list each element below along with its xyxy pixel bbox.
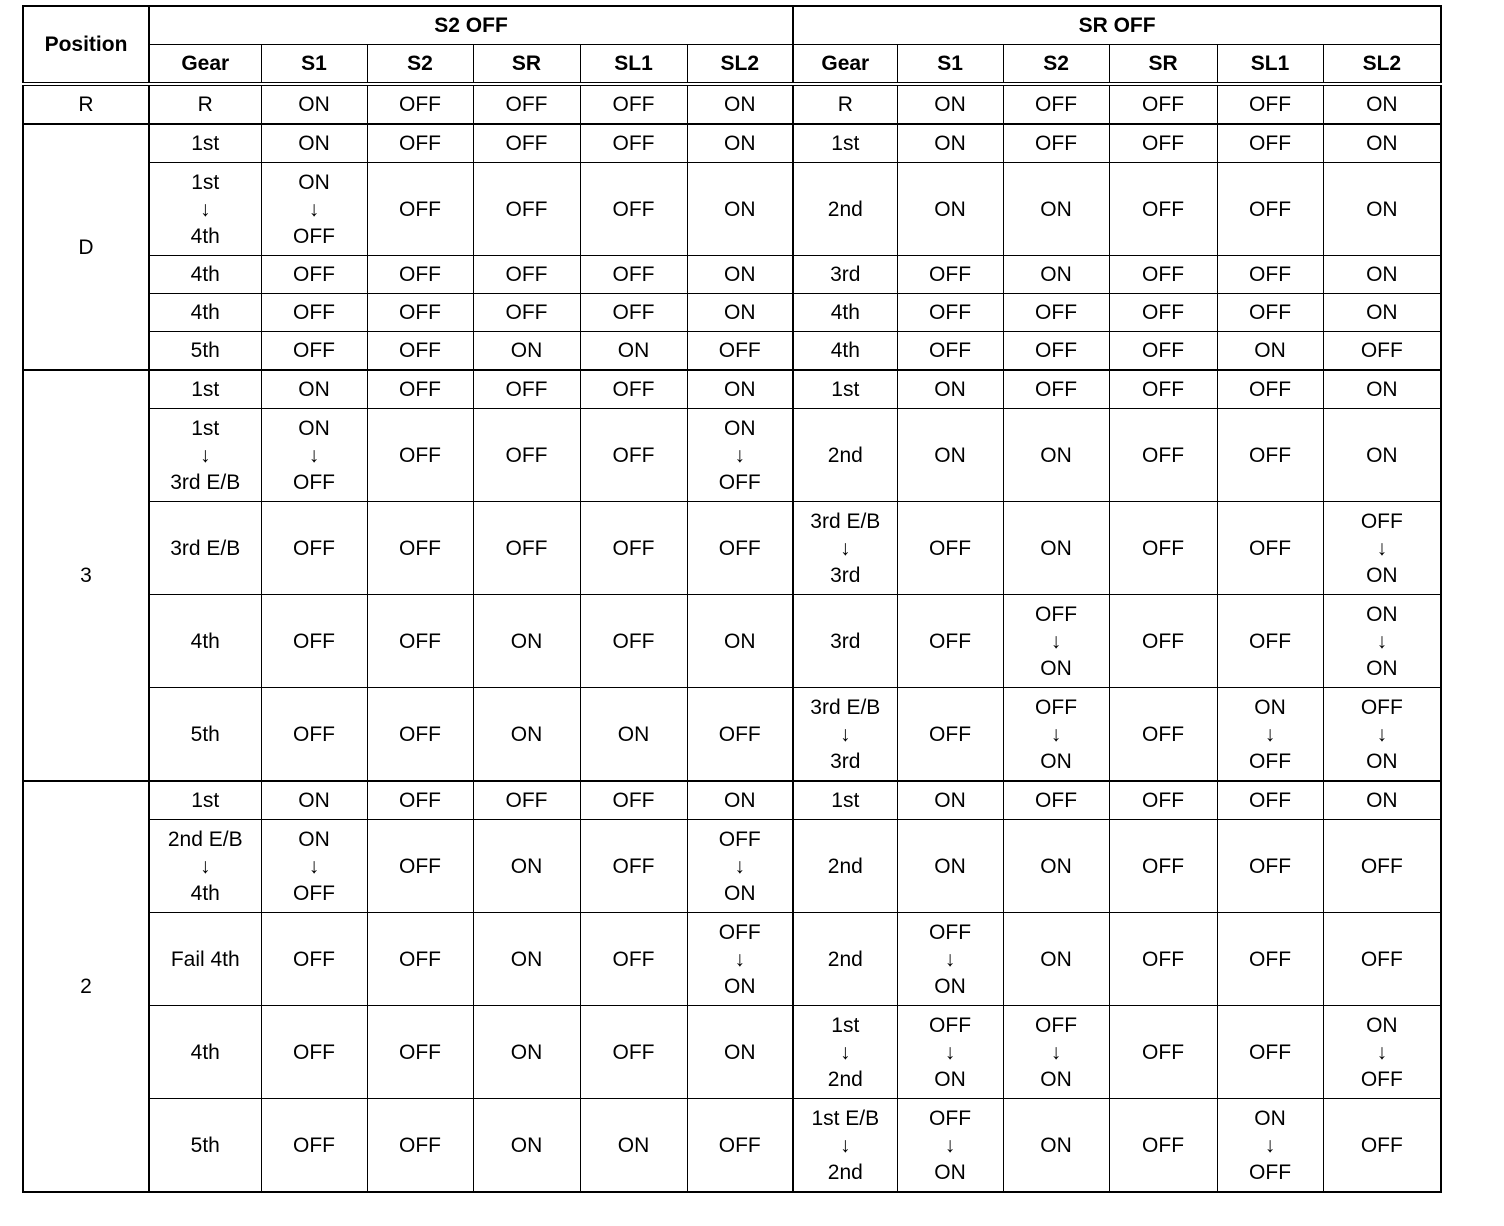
sr-off-solenoid-cell: ON	[897, 820, 1003, 913]
sr-off-solenoid-cell: OFF	[1109, 332, 1217, 371]
sr-off-solenoid-cell: OFF	[1109, 595, 1217, 688]
s2-off-solenoid-cell: ON	[687, 84, 793, 124]
sr-off-solenoid-cell: OFF	[1323, 1099, 1441, 1193]
s2-off-solenoid-cell: OFF	[580, 256, 687, 294]
s2-off-solenoid-cell: OFF	[473, 163, 580, 256]
s2-off-solenoid-cell: OFF	[367, 84, 473, 124]
s2-off-solenoid-cell: OFF	[367, 913, 473, 1006]
sr-off-solenoid-cell: OFF	[1217, 502, 1323, 595]
sr-off-solenoid-cell: ON	[1323, 163, 1441, 256]
s2-off-solenoid-cell: ON	[473, 688, 580, 782]
table-row	[23, 84, 1441, 124]
table-row	[23, 595, 1441, 688]
table-row	[23, 1006, 1441, 1099]
table-row	[23, 1099, 1441, 1193]
s2-off-gear-cell: Fail 4th	[149, 913, 261, 1006]
s2-off-solenoid-cell: OFF	[580, 84, 687, 124]
table-row	[23, 502, 1441, 595]
shift-solenoid-table-page	[22, 5, 1440, 1193]
s2-off-solenoid-cell: OFF	[261, 688, 367, 782]
s2-off-solenoid-cell: OFF	[580, 163, 687, 256]
sr-off-column-header: SL1	[1217, 45, 1323, 85]
s2-off-solenoid-cell: ON ↓ OFF	[261, 163, 367, 256]
sr-off-gear-cell: 4th	[793, 294, 897, 332]
sr-off-solenoid-cell: OFF	[1109, 84, 1217, 124]
sr-off-solenoid-cell: OFF	[1109, 409, 1217, 502]
s2-off-column-header: SL2	[687, 45, 793, 85]
s2-off-column-header: S2	[367, 45, 473, 85]
sr-off-solenoid-cell: OFF	[897, 294, 1003, 332]
s2-off-gear-cell: R	[149, 84, 261, 124]
sr-off-solenoid-cell: OFF	[1003, 294, 1109, 332]
sr-off-solenoid-cell: OFF	[1109, 1006, 1217, 1099]
s2-off-solenoid-cell: OFF	[367, 1099, 473, 1193]
sr-off-solenoid-cell: ON	[1003, 163, 1109, 256]
sr-off-solenoid-cell: OFF ↓ ON	[1323, 502, 1441, 595]
group-header-sr-off: SR OFF	[793, 6, 1441, 45]
s2-off-solenoid-cell: ON	[261, 370, 367, 409]
sr-off-solenoid-cell: OFF	[1217, 256, 1323, 294]
sr-off-solenoid-cell: OFF	[1217, 163, 1323, 256]
sr-off-gear-cell: 4th	[793, 332, 897, 371]
s2-off-solenoid-cell: ON ↓ OFF	[261, 820, 367, 913]
sr-off-column-header: SL2	[1323, 45, 1441, 85]
sr-off-solenoid-cell: OFF ↓ ON	[1003, 595, 1109, 688]
sr-off-gear-cell: 3rd E/B ↓ 3rd	[793, 688, 897, 782]
sr-off-solenoid-cell: OFF	[1109, 370, 1217, 409]
sr-off-solenoid-cell: OFF	[1217, 595, 1323, 688]
sr-off-solenoid-cell: OFF	[1217, 1006, 1323, 1099]
s2-off-solenoid-cell: ON	[687, 781, 793, 820]
sr-off-solenoid-cell: ON ↓ ON	[1323, 595, 1441, 688]
table-row	[23, 409, 1441, 502]
s2-off-column-header: SR	[473, 45, 580, 85]
s2-off-gear-cell: 5th	[149, 688, 261, 782]
s2-off-solenoid-cell: ON	[473, 332, 580, 371]
s2-off-solenoid-cell: OFF	[687, 1099, 793, 1193]
sr-off-solenoid-cell: ON	[1003, 913, 1109, 1006]
group-header-s2-off: S2 OFF	[149, 6, 793, 45]
sr-off-gear-cell: 1st	[793, 124, 897, 163]
s2-off-solenoid-cell: ON	[687, 1006, 793, 1099]
sr-off-gear-cell: 3rd E/B ↓ 3rd	[793, 502, 897, 595]
s2-off-solenoid-cell: OFF	[580, 781, 687, 820]
s2-off-solenoid-cell: OFF	[473, 502, 580, 595]
table-row	[23, 332, 1441, 371]
s2-off-solenoid-cell: OFF	[687, 688, 793, 782]
sr-off-solenoid-cell: OFF	[1217, 409, 1323, 502]
s2-off-solenoid-cell: OFF	[261, 1099, 367, 1193]
sr-off-solenoid-cell: ON	[1003, 502, 1109, 595]
sr-off-solenoid-cell: OFF	[1109, 294, 1217, 332]
s2-off-solenoid-cell: OFF	[261, 1006, 367, 1099]
sr-off-solenoid-cell: OFF	[1323, 913, 1441, 1006]
sr-off-gear-cell: 1st ↓ 2nd	[793, 1006, 897, 1099]
sr-off-solenoid-cell: OFF	[1003, 84, 1109, 124]
sr-off-gear-cell: 2nd	[793, 409, 897, 502]
s2-off-gear-cell: 4th	[149, 256, 261, 294]
sr-off-solenoid-cell: OFF	[1109, 124, 1217, 163]
table-row	[23, 124, 1441, 163]
s2-off-solenoid-cell: OFF	[687, 502, 793, 595]
s2-off-solenoid-cell: ON	[580, 1099, 687, 1193]
sr-off-solenoid-cell: OFF	[897, 595, 1003, 688]
s2-off-solenoid-cell: OFF	[367, 124, 473, 163]
s2-off-solenoid-cell: OFF	[580, 820, 687, 913]
sr-off-solenoid-cell: OFF	[1109, 781, 1217, 820]
s2-off-gear-cell: 2nd E/B ↓ 4th	[149, 820, 261, 913]
s2-off-solenoid-cell: OFF	[580, 370, 687, 409]
sr-off-gear-cell: 2nd	[793, 820, 897, 913]
s2-off-solenoid-cell: OFF	[473, 294, 580, 332]
sr-off-solenoid-cell: ON	[897, 409, 1003, 502]
s2-off-solenoid-cell: ON	[473, 1099, 580, 1193]
sr-off-solenoid-cell: ON	[897, 370, 1003, 409]
sr-off-solenoid-cell: OFF	[1109, 688, 1217, 782]
sr-off-solenoid-cell: OFF	[1217, 84, 1323, 124]
s2-off-solenoid-cell: OFF	[367, 256, 473, 294]
s2-off-solenoid-cell: OFF	[580, 502, 687, 595]
sr-off-solenoid-cell: OFF	[1109, 163, 1217, 256]
s2-off-solenoid-cell: OFF	[473, 124, 580, 163]
s2-off-solenoid-cell: ON	[473, 913, 580, 1006]
sr-off-solenoid-cell: OFF	[1217, 820, 1323, 913]
s2-off-solenoid-cell: OFF ↓ ON	[687, 820, 793, 913]
sr-off-solenoid-cell: ON	[1003, 409, 1109, 502]
s2-off-solenoid-cell: ON	[261, 781, 367, 820]
s2-off-solenoid-cell: OFF	[580, 124, 687, 163]
s2-off-solenoid-cell: ON	[580, 332, 687, 371]
sr-off-gear-cell: 3rd	[793, 256, 897, 294]
s2-off-solenoid-cell: OFF	[580, 913, 687, 1006]
sr-off-solenoid-cell: OFF	[897, 688, 1003, 782]
s2-off-gear-cell: 5th	[149, 1099, 261, 1193]
table-row	[23, 688, 1441, 782]
sr-off-solenoid-cell: ON	[1323, 84, 1441, 124]
sr-off-solenoid-cell: OFF	[1217, 913, 1323, 1006]
s2-off-solenoid-cell: OFF	[367, 502, 473, 595]
sr-off-solenoid-cell: ON	[1323, 370, 1441, 409]
s2-off-solenoid-cell: OFF	[580, 409, 687, 502]
sr-off-solenoid-cell: ON	[1217, 332, 1323, 371]
s2-off-solenoid-cell: ON	[687, 294, 793, 332]
sr-off-gear-cell: 2nd	[793, 913, 897, 1006]
s2-off-gear-cell: 3rd E/B	[149, 502, 261, 595]
s2-off-solenoid-cell: ON ↓ OFF	[687, 409, 793, 502]
position-cell: R	[23, 84, 149, 124]
sr-off-gear-cell: 1st	[793, 781, 897, 820]
s2-off-solenoid-cell: OFF	[261, 502, 367, 595]
table-row	[23, 781, 1441, 820]
sr-off-solenoid-cell: OFF	[897, 256, 1003, 294]
sr-off-solenoid-cell: ON ↓ OFF	[1217, 688, 1323, 782]
sr-off-solenoid-cell: OFF ↓ ON	[897, 913, 1003, 1006]
sr-off-solenoid-cell: OFF	[1003, 124, 1109, 163]
s2-off-solenoid-cell: OFF	[473, 84, 580, 124]
sr-off-solenoid-cell: ON	[1323, 124, 1441, 163]
solenoid-state-table	[22, 5, 1442, 1193]
s2-off-solenoid-cell: OFF	[473, 370, 580, 409]
s2-off-gear-cell: 4th	[149, 1006, 261, 1099]
sr-off-gear-cell: R	[793, 84, 897, 124]
s2-off-solenoid-cell: ON	[687, 370, 793, 409]
position-cell: D	[23, 124, 149, 370]
s2-off-solenoid-cell: OFF	[261, 913, 367, 1006]
position-cell: 2	[23, 781, 149, 1192]
sr-off-solenoid-cell: OFF	[897, 332, 1003, 371]
sr-off-column-header: Gear	[793, 45, 897, 85]
sr-off-solenoid-cell: OFF ↓ ON	[1003, 688, 1109, 782]
s2-off-column-header: Gear	[149, 45, 261, 85]
table-row	[23, 913, 1441, 1006]
s2-off-solenoid-cell: OFF	[367, 781, 473, 820]
s2-off-gear-cell: 1st	[149, 124, 261, 163]
s2-off-solenoid-cell: ON	[687, 256, 793, 294]
sr-off-solenoid-cell: OFF	[1323, 332, 1441, 371]
sr-off-solenoid-cell: OFF ↓ ON	[1323, 688, 1441, 782]
sr-off-column-header: S1	[897, 45, 1003, 85]
s2-off-solenoid-cell: OFF	[261, 595, 367, 688]
s2-off-solenoid-cell: OFF	[473, 781, 580, 820]
sr-off-solenoid-cell: ON	[1003, 820, 1109, 913]
table-row	[23, 163, 1441, 256]
s2-off-solenoid-cell: OFF	[367, 294, 473, 332]
s2-off-solenoid-cell: OFF	[580, 595, 687, 688]
sr-off-solenoid-cell: ON	[897, 781, 1003, 820]
table-row	[23, 370, 1441, 409]
table-row	[23, 294, 1441, 332]
sr-off-solenoid-cell: ON	[1323, 256, 1441, 294]
sr-off-solenoid-cell: OFF	[897, 502, 1003, 595]
s2-off-solenoid-cell: OFF	[261, 332, 367, 371]
sr-off-solenoid-cell: ON	[897, 124, 1003, 163]
s2-off-solenoid-cell: OFF	[367, 1006, 473, 1099]
table-row	[23, 256, 1441, 294]
sr-off-solenoid-cell: OFF	[1003, 332, 1109, 371]
s2-off-solenoid-cell: ON	[473, 595, 580, 688]
s2-off-gear-cell: 1st	[149, 370, 261, 409]
s2-off-solenoid-cell: ON	[580, 688, 687, 782]
position-cell: 3	[23, 370, 149, 781]
s2-off-solenoid-cell: ON	[261, 84, 367, 124]
sr-off-solenoid-cell: OFF	[1003, 781, 1109, 820]
sr-off-gear-cell: 1st E/B ↓ 2nd	[793, 1099, 897, 1193]
s2-off-solenoid-cell: OFF	[367, 332, 473, 371]
sr-off-solenoid-cell: OFF ↓ ON	[897, 1099, 1003, 1193]
sr-off-solenoid-cell: OFF	[1217, 124, 1323, 163]
sr-off-solenoid-cell: OFF	[1003, 370, 1109, 409]
s2-off-solenoid-cell: OFF	[367, 688, 473, 782]
s2-off-solenoid-cell: OFF	[367, 409, 473, 502]
sr-off-column-header: SR	[1109, 45, 1217, 85]
s2-off-solenoid-cell: ON	[687, 595, 793, 688]
s2-off-solenoid-cell: ON	[687, 163, 793, 256]
s2-off-gear-cell: 1st ↓ 4th	[149, 163, 261, 256]
s2-off-gear-cell: 1st ↓ 3rd E/B	[149, 409, 261, 502]
sr-off-solenoid-cell: OFF	[1217, 294, 1323, 332]
sr-off-solenoid-cell: ON	[897, 163, 1003, 256]
s2-off-gear-cell: 4th	[149, 294, 261, 332]
position-header: Position	[23, 6, 149, 84]
s2-off-solenoid-cell: ON	[261, 124, 367, 163]
sr-off-solenoid-cell: OFF	[1109, 502, 1217, 595]
s2-off-solenoid-cell: ON	[473, 820, 580, 913]
sr-off-solenoid-cell: OFF	[1109, 256, 1217, 294]
sr-off-solenoid-cell: ON	[1323, 409, 1441, 502]
s2-off-solenoid-cell: OFF	[580, 1006, 687, 1099]
sr-off-solenoid-cell: ON	[897, 84, 1003, 124]
s2-off-solenoid-cell: ON	[473, 1006, 580, 1099]
sr-off-solenoid-cell: OFF ↓ ON	[1003, 1006, 1109, 1099]
sr-off-gear-cell: 2nd	[793, 163, 897, 256]
s2-off-solenoid-cell: OFF	[473, 256, 580, 294]
s2-off-gear-cell: 4th	[149, 595, 261, 688]
sr-off-solenoid-cell: ON ↓ OFF	[1323, 1006, 1441, 1099]
s2-off-gear-cell: 5th	[149, 332, 261, 371]
sr-off-solenoid-cell: ON	[1003, 256, 1109, 294]
sr-off-solenoid-cell: OFF	[1109, 1099, 1217, 1193]
s2-off-solenoid-cell: OFF	[367, 595, 473, 688]
s2-off-solenoid-cell: OFF	[261, 294, 367, 332]
sr-off-solenoid-cell: OFF	[1217, 370, 1323, 409]
sr-off-solenoid-cell: ON ↓ OFF	[1217, 1099, 1323, 1193]
sr-off-column-header: S2	[1003, 45, 1109, 85]
sr-off-gear-cell: 1st	[793, 370, 897, 409]
s2-off-solenoid-cell: OFF	[261, 256, 367, 294]
s2-off-solenoid-cell: OFF	[687, 332, 793, 371]
s2-off-gear-cell: 1st	[149, 781, 261, 820]
sr-off-gear-cell: 3rd	[793, 595, 897, 688]
s2-off-solenoid-cell: OFF	[367, 370, 473, 409]
sr-off-solenoid-cell: OFF	[1109, 913, 1217, 1006]
s2-off-column-header: S1	[261, 45, 367, 85]
s2-off-solenoid-cell: OFF	[367, 163, 473, 256]
sr-off-solenoid-cell: OFF	[1109, 820, 1217, 913]
table-row	[23, 820, 1441, 913]
s2-off-column-header: SL1	[580, 45, 687, 85]
sr-off-solenoid-cell: OFF	[1323, 820, 1441, 913]
sr-off-solenoid-cell: OFF	[1217, 781, 1323, 820]
s2-off-solenoid-cell: OFF	[580, 294, 687, 332]
s2-off-solenoid-cell: OFF	[367, 820, 473, 913]
sr-off-solenoid-cell: OFF ↓ ON	[897, 1006, 1003, 1099]
sr-off-solenoid-cell: ON	[1323, 781, 1441, 820]
sr-off-solenoid-cell: ON	[1003, 1099, 1109, 1193]
s2-off-solenoid-cell: ON ↓ OFF	[261, 409, 367, 502]
sr-off-solenoid-cell: ON	[1323, 294, 1441, 332]
s2-off-solenoid-cell: OFF ↓ ON	[687, 913, 793, 1006]
s2-off-solenoid-cell: ON	[687, 124, 793, 163]
s2-off-solenoid-cell: OFF	[473, 409, 580, 502]
